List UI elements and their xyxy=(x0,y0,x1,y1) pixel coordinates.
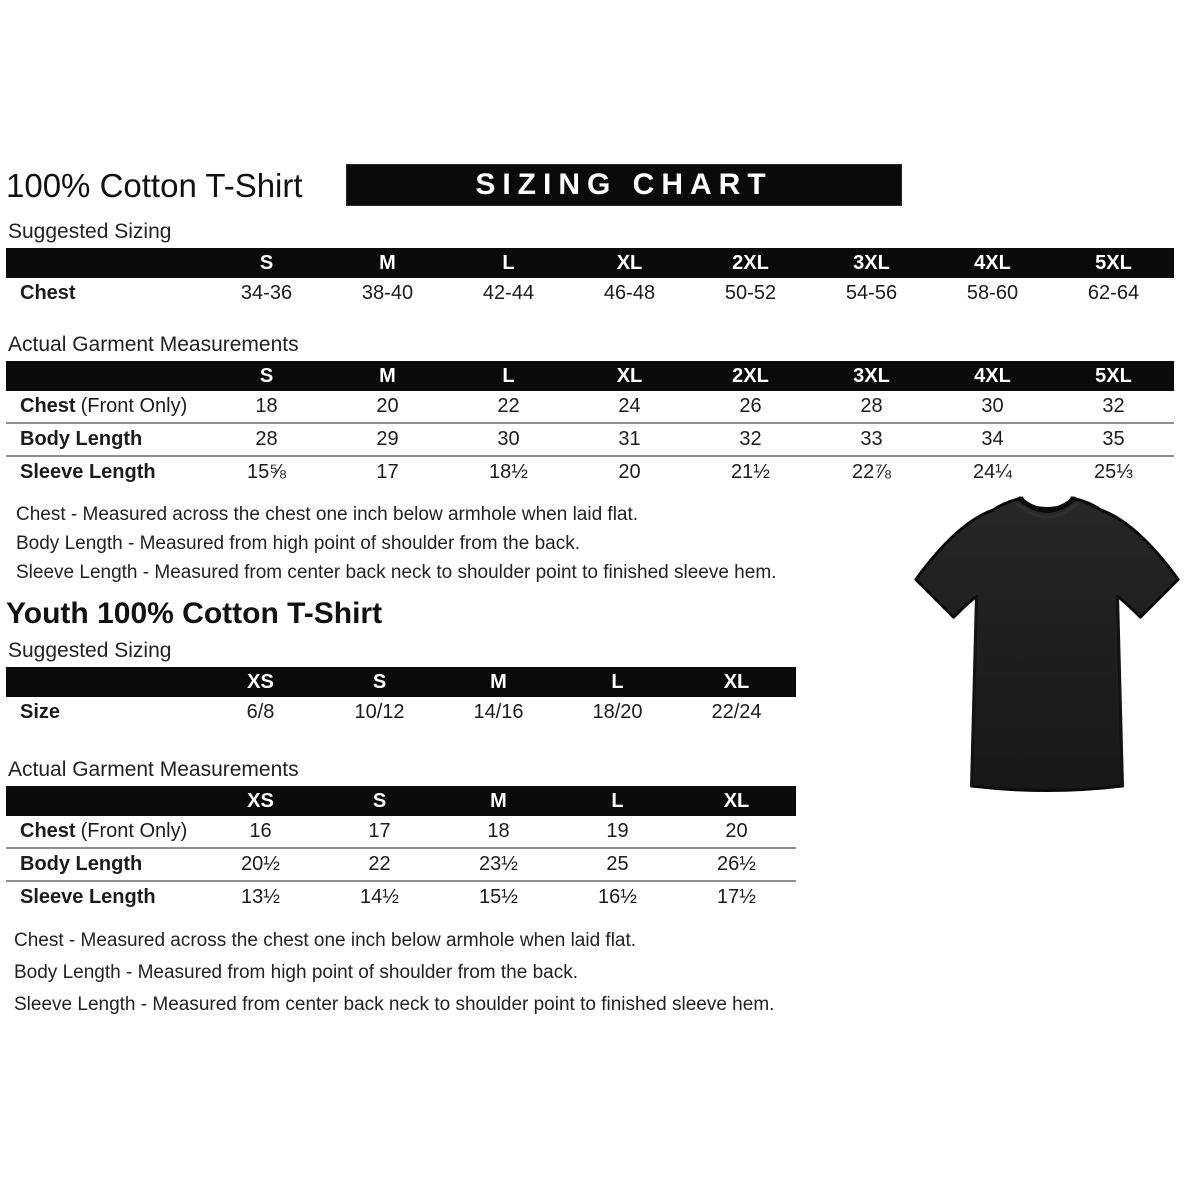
table-cell: 54-56 xyxy=(845,282,898,304)
adult-actual-header-row xyxy=(6,361,1174,391)
col-header: XL xyxy=(616,364,643,387)
row-label: Body Length xyxy=(20,428,143,450)
row-label-suffix: (Front Only) xyxy=(80,820,188,842)
table-cell: 34-36 xyxy=(240,282,293,304)
table-cell: 23½ xyxy=(479,853,518,875)
row-label xyxy=(6,391,206,422)
measurement-note: Chest - Measured across the chest one inch below armhole when laid flat. xyxy=(14,930,637,951)
adult-suggested-header-row xyxy=(6,248,1174,278)
page-title: 100% Cotton T-Shirt xyxy=(6,167,303,204)
row-label xyxy=(6,816,201,847)
table-cell: 16½ xyxy=(598,886,637,908)
table-cell: 25 xyxy=(606,853,629,875)
col-header: M xyxy=(379,251,396,274)
table-cell: 32 xyxy=(1102,395,1125,417)
col-header: L xyxy=(502,251,515,274)
adult-actual-measurements-table xyxy=(6,361,1194,488)
table-cell: 22⅞ xyxy=(852,461,891,483)
col-header: XL xyxy=(723,789,750,812)
table-row-chest xyxy=(6,278,1174,309)
col-header: 4XL xyxy=(974,251,1011,274)
table-cell: 18 xyxy=(255,395,278,417)
col-header: M xyxy=(379,364,396,387)
table-cell: 31 xyxy=(618,428,641,450)
table-cell: 22/24 xyxy=(711,701,762,723)
table-cell: 30 xyxy=(497,428,520,450)
col-header: XS xyxy=(247,670,274,693)
table-row-chest-front-only xyxy=(6,391,1174,422)
table-cell: 17 xyxy=(376,461,399,483)
table-cell: 22 xyxy=(497,395,520,417)
col-header: 4XL xyxy=(974,364,1011,387)
table-cell: 26 xyxy=(739,395,762,417)
table-cell: 30 xyxy=(981,395,1004,417)
row-label: Size xyxy=(20,701,61,723)
col-header: XS xyxy=(247,789,274,812)
col-header: 5XL xyxy=(1095,364,1132,387)
row-label: Sleeve Length xyxy=(20,461,156,483)
table-cell: 17 xyxy=(368,820,391,842)
corner-cell xyxy=(6,248,206,278)
table-cell: 18 xyxy=(487,820,510,842)
table-cell: 46-48 xyxy=(603,282,656,304)
corner-cell xyxy=(6,667,201,697)
col-header: XL xyxy=(723,670,750,693)
table-cell: 34 xyxy=(981,428,1004,450)
table-cell: 17½ xyxy=(717,886,756,908)
table-cell: 20 xyxy=(618,461,641,483)
youth-suggested-sizing-label: Suggested Sizing xyxy=(8,639,172,662)
table-cell: 32 xyxy=(739,428,762,450)
table-cell: 35 xyxy=(1102,428,1125,450)
measurement-note: Chest - Measured across the chest one inch below armhole when laid flat. xyxy=(16,504,639,525)
table-row-sleeve-length xyxy=(6,880,796,913)
table-row-body-length xyxy=(6,847,796,880)
table-cell: 10/12 xyxy=(354,701,405,723)
black-tshirt-graphic xyxy=(898,484,1196,810)
corner-cell xyxy=(6,361,206,391)
tshirt-photo xyxy=(898,484,1196,810)
table-cell: 18/20 xyxy=(592,701,643,723)
row-label: Body Length xyxy=(20,853,143,875)
youth-actual-header-row xyxy=(6,786,796,816)
table-cell: 19 xyxy=(606,820,629,842)
col-header: S xyxy=(372,670,387,693)
col-header: 3XL xyxy=(853,251,890,274)
sizing-chart-banner: SIZING CHART xyxy=(346,164,902,206)
col-header: 2XL xyxy=(732,364,769,387)
col-header: 3XL xyxy=(853,364,890,387)
col-header: XL xyxy=(616,251,643,274)
table-cell: 50-52 xyxy=(724,282,777,304)
measurement-note: Body Length - Measured from high point of shoulder from the back. xyxy=(14,962,578,983)
table-cell: 38-40 xyxy=(361,282,414,304)
table-cell: 28 xyxy=(255,428,278,450)
table-cell: 42-44 xyxy=(482,282,535,304)
col-header: 5XL xyxy=(1095,251,1132,274)
col-header: L xyxy=(502,364,515,387)
table-row-size xyxy=(6,697,796,728)
table-cell: 16 xyxy=(249,820,272,842)
table-cell: 14/16 xyxy=(473,701,524,723)
row-label-text: Chest xyxy=(20,395,76,417)
adult-actual-measurements-label: Actual Garment Measurements xyxy=(8,333,299,356)
measurement-note: Sleeve Length - Measured from center back neck to shoulder point to finished sleeve hem. xyxy=(14,994,775,1015)
col-header: 2XL xyxy=(732,251,769,274)
table-cell: 15½ xyxy=(479,886,518,908)
row-label: Sleeve Length xyxy=(20,886,156,908)
table-cell: 6/8 xyxy=(246,701,275,723)
col-header: M xyxy=(490,670,507,693)
table-cell: 25⅓ xyxy=(1094,461,1133,483)
table-row-body-length xyxy=(6,422,1174,455)
table-cell: 21½ xyxy=(731,461,770,483)
youth-title: Youth 100% Cotton T-Shirt xyxy=(6,597,383,630)
col-header: S xyxy=(372,789,387,812)
youth-suggested-header-row xyxy=(6,667,796,697)
table-cell: 20 xyxy=(376,395,399,417)
table-cell: 24 xyxy=(618,395,641,417)
table-cell: 58-60 xyxy=(966,282,1019,304)
youth-measurement-notes xyxy=(6,925,1194,1021)
row-label-text: Chest xyxy=(20,820,76,842)
table-cell: 29 xyxy=(376,428,399,450)
col-header: L xyxy=(611,789,624,812)
row-label-suffix: (Front Only) xyxy=(80,395,188,417)
col-header: S xyxy=(259,251,274,274)
table-row-chest-front-only xyxy=(6,816,796,847)
table-cell: 33 xyxy=(860,428,883,450)
table-cell: 24¼ xyxy=(973,461,1012,483)
measurement-note: Sleeve Length - Measured from center back neck to shoulder point to finished sleeve hem. xyxy=(16,562,777,583)
table-cell: 14½ xyxy=(360,886,399,908)
table-cell: 15⅝ xyxy=(247,461,286,483)
adult-suggested-sizing-label: Suggested Sizing xyxy=(8,220,172,243)
table-cell: 20½ xyxy=(241,853,280,875)
row-label: Chest xyxy=(20,282,76,304)
table-cell: 26½ xyxy=(717,853,756,875)
table-cell: 22 xyxy=(368,853,391,875)
col-header: S xyxy=(259,364,274,387)
table-cell: 28 xyxy=(860,395,883,417)
adult-suggested-sizing-table xyxy=(6,248,1194,309)
table-cell: 13½ xyxy=(241,886,280,908)
table-cell: 62-64 xyxy=(1087,282,1140,304)
measurement-note: Body Length - Measured from high point of shoulder from the back. xyxy=(16,533,580,554)
table-cell: 18½ xyxy=(489,461,528,483)
title-row xyxy=(6,164,1194,212)
youth-actual-measurements-label: Actual Garment Measurements xyxy=(8,758,299,781)
corner-cell xyxy=(6,786,201,816)
table-cell: 20 xyxy=(725,820,748,842)
col-header: L xyxy=(611,670,624,693)
col-header: M xyxy=(490,789,507,812)
